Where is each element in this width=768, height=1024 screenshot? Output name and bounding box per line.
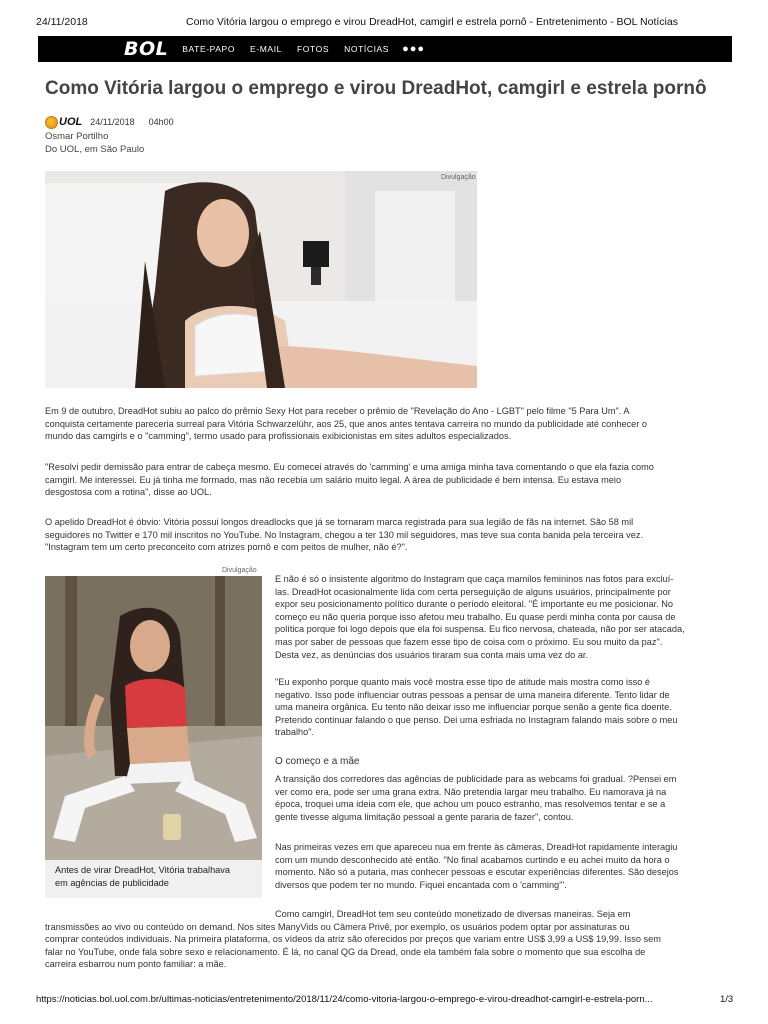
paragraph-line: expor seu posicionamento político durante o período eleitoral. "É importante eu me posicionar. No [275,599,674,610]
paragraph-7 [275,841,735,891]
bol-logo[interactable]: BOL [124,38,169,60]
paragraph-line: conquista certamente pareceria surreal para Vitória Schwarzelühr, aos 25, que anos antes tentava carreira no mundo da publicidade até conhecer o [45,418,647,429]
paragraph-line: E não é só o insistente algoritmo do Instagram que caça mamilos femininos nas fotos para excluí- [275,574,674,584]
print-header [0,16,768,32]
bol-navbar [38,36,732,62]
side-photo-caption [45,860,262,898]
paragraph-line: Em 9 de outubro, DreadHot subiu ao palco do prêmio Sexy Hot para receber o prêmio de "Revelação do Ano - LGBT" pelo filme "5 Para Um". A [45,406,630,416]
paragraph-line: época, troquei uma ideia com ele, que achou um pouco estranho, mas resolvemos tentar e se a [275,799,666,810]
paragraph-line: diversos que podem ter no mundo. Fiquei encantada com o 'camming'". [275,879,567,890]
more-menu-icon[interactable]: ●●● [402,43,426,55]
paragraph-line: com um mundo desconhecido até então. "No final acabamos curtindo e eu achei muito da hora o [275,854,670,865]
paragraph-line: comprar conteúdos individuais. Na primeira plataforma, os vídeos da atriz são oferecidos por preços que variam entre US$ 3,99 a US$ 19,99. Isso sem [45,934,661,945]
paragraph-6 [275,773,735,823]
paragraph-line: trabalho". [275,727,315,738]
section-subheading: O começo e a mãe [275,756,360,767]
paragraph-line: carreira esbarrou num ponto familiar: a mãe. [45,959,227,970]
article-headline: Como Vitória largou o emprego e virou DreadHot, camgirl e estrela pornô [45,78,707,99]
paragraph-line: ver como era, pode ser uma grana extra. Não pretendia largar meu trabalho. Eu namorava já na [275,786,667,797]
paragraph-line: começo eu não queria porque isso afetou meu trabalho. Eu quase perdi minha conta por causa de [275,611,676,622]
paragraph-line: política porque foi logo depois que ela foi suspensa. Eu fico nervosa, chateada, não por ser atacada, [275,624,685,635]
side-photo-credit: Divulgação [222,567,257,574]
print-page-number: 1/3 [720,994,734,1005]
bol-nav-menu [182,43,440,55]
paragraph-line: negativo. Isso pode influenciar outras pessoas a pensar de uma maneira diferente. Tento lidar de [275,689,670,700]
article-author: Osmar Portilho [45,131,109,142]
uol-logo-icon [45,116,58,129]
nav-item-email[interactable]: E-MAIL [250,44,282,54]
paragraph-line: "Instagram tem um certo preconceito com atrizes pornô e com peitos de mulher, não é?". [45,542,408,553]
hero-photo-credit: Divulgação [441,174,476,181]
paragraph-line: Como camgirl, DreadHot tem seu conteúdo monetizado de diversas maneiras. Seja em [275,909,631,919]
paragraph-line: A transição dos corredores das agências de publicidade para as webcams foi gradual. ?Pensei em [275,774,677,784]
paragraph-line: momento. Não só a putaria, mas conhecer pessoas e escutar experiências diferentes. São desejos [275,867,679,878]
uol-logo-text: UOL [59,116,83,128]
paragraph-1 [45,405,735,443]
article-time: 04h00 [148,117,174,127]
paragraph-5 [275,676,735,739]
paragraph-4 [275,573,735,661]
paragraph-line: camgirl. Me interessei. Eu já tinha me formado, mas não recebia um salário muito legal. A área de publicidade é bem intensa. Eu estava meio [45,474,622,485]
caption-line: em agências de publicidade [55,878,169,888]
paragraph-line: mas por saber de pessoas que fazem esse tipo de coisa com o próximo. Eu sou muito da paz". [275,636,663,647]
uol-logo [45,116,82,129]
article-meta [45,114,174,156]
caption-line: Antes de virar DreadHot, Vitória trabalhava [55,865,230,875]
paragraph-line: seguidores no Twitter e 170 mil inscritos no YouTube. No Instagram, chegou a ter 130 mil seguidores, mas teve sua conta banida pela terceira vez. [45,529,644,540]
article-location: Do UOL, em São Paulo [45,144,145,155]
paragraph-line: las. DreadHot ocasionalmente lida com certa perseguição de alguns usuários, principalmente por [275,586,671,597]
paragraph-line: mundo das camgirls e o "camming", termo usado para profissionais exibicionistas em sites adultos especializados. [45,431,512,442]
paragraph-line: "Resolvi pedir demissão para entrar de cabeça mesmo. Eu comecei através do 'camming' e uma amiga minha tava comentando o que ela fazia como [45,462,654,472]
hero-photo [45,171,477,388]
paragraph-line: Nas primeiras vezes em que apareceu nua em frente às câmeras, DreadHot rapidamente interagiu [275,842,678,852]
side-photo [45,576,262,860]
paragraph-line: Desta vez, as denúncias dos usuários tiraram sua conta mais uma vez do ar. [275,649,589,660]
article-date: 24/11/2018 [90,117,135,127]
paragraph-line: O apelido DreadHot é óbvio: Vitória possui longos dreadlocks que já se tornaram marca registrada para sua legião de fãs na internet. São 58 mil [45,517,634,527]
paragraph-line: transmissões ao vivo ou conteúdo on demand. Nos sites ManyVids ou Câmera Privê, por exemplo, os usuários podem optar por assinaturas ou [45,921,630,932]
paragraph-2 [45,461,735,499]
print-page-title: Como Vitória largou o emprego e virou DreadHot, camgirl e estrela pornô - Entretenimento - BOL Notícias [186,16,678,28]
nav-item-fotos[interactable]: FOTOS [297,44,330,54]
nav-item-noticias[interactable]: NOTÍCIAS [344,44,390,54]
print-date: 24/11/2018 [36,16,88,28]
paragraph-line: uma maneira orgânica. Eu tento não deixar isso me influenciar porque senão a gente fica doente. [275,702,672,713]
print-footer [0,994,768,1008]
paragraph-line: desgostosa com a rotina", disse ao UOL. [45,487,212,498]
paragraph-line: Pretendo continuar falando o que penso. Dei uma esfriada no Instagram falando mais sobre o meu [275,714,678,725]
paragraph-line: "Eu exponho porque quanto mais você mostra esse tipo de atitude mais mostra como isso é [275,677,651,687]
nav-item-bate-papo[interactable]: BATE-PAPO [182,44,236,54]
paragraph-line: gente tivesse alguma limitação pessoal a gente pararia de fazer", contou. [275,811,574,822]
paragraph-3 [45,516,735,554]
paragraph-8 [45,908,735,971]
print-url: https://noticias.bol.uol.com.br/ultimas-noticias/entretenimento/2018/11/24/como-vitoria-largou-o-emprego-e-virou-dreadhot-camgirl-e-estrela-porn... [36,994,653,1005]
paragraph-line: falar no YouTube, onde fala sobre sexo e relacionamento. É lá, no canal QG da Dread, onde ela também fala sobre o momento que sua escolha de [45,946,646,957]
